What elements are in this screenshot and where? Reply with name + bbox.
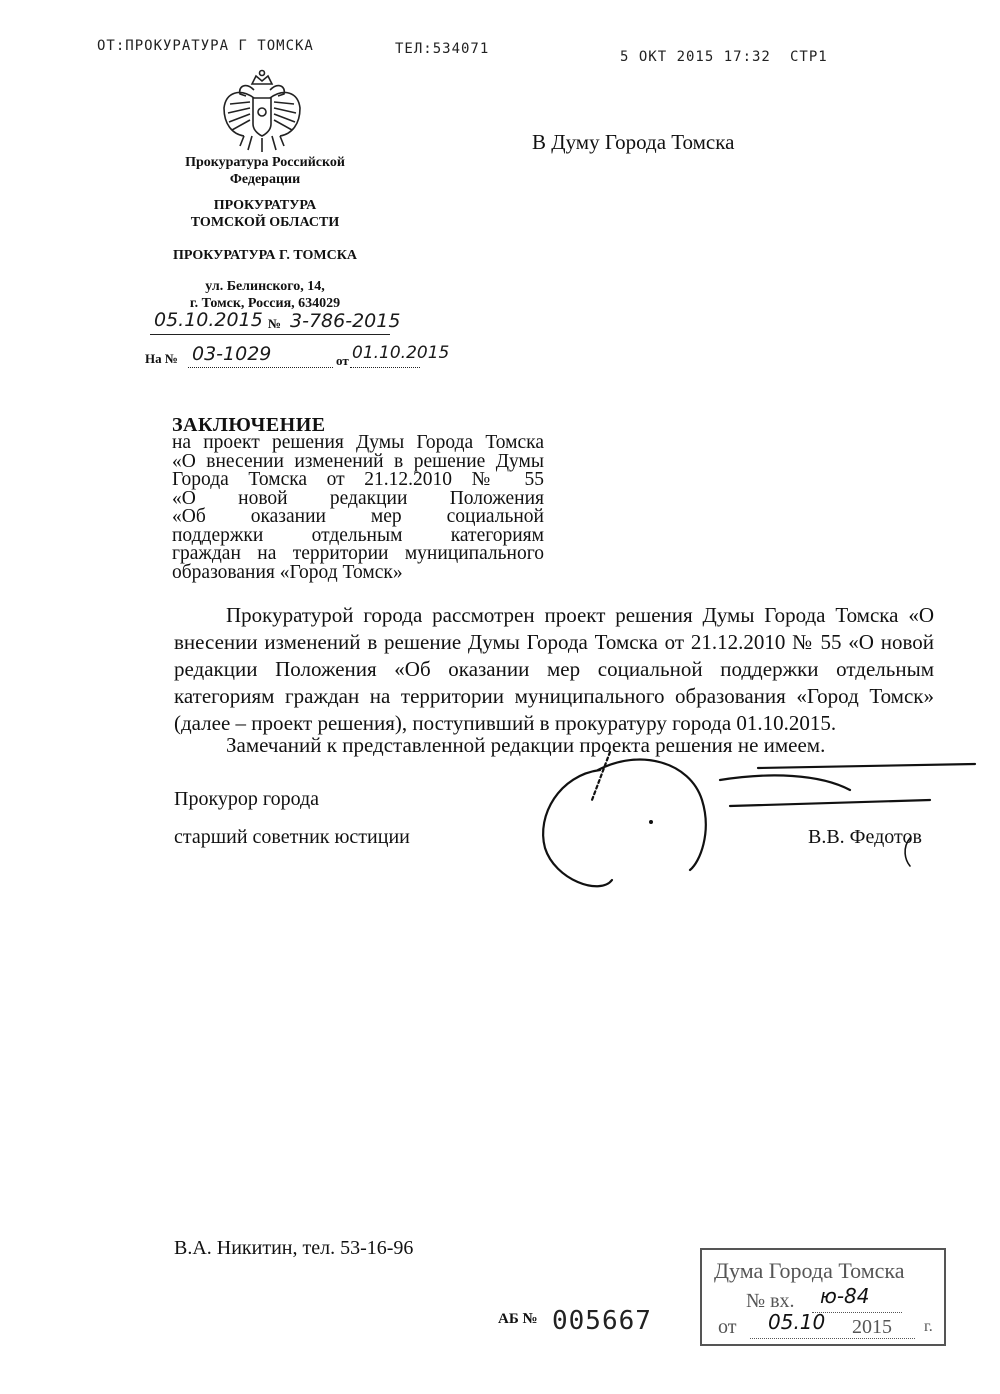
- outgoing-underline: [150, 334, 390, 335]
- document-title: ЗАКЛЮЧЕНИЕ: [172, 414, 326, 436]
- reply-to-label: На №: [145, 351, 178, 366]
- stamp-in-no: ю-84: [820, 1284, 870, 1308]
- stamp-in-no-underline: [812, 1312, 902, 1313]
- signatory-name: В.В. Федотов: [808, 826, 922, 848]
- reply-date-underline: [350, 367, 420, 368]
- reply-date-label: от: [336, 353, 349, 368]
- fax-header-from: ОТ:ПРОКУРАТУРА Г ТОМСКА: [97, 38, 314, 54]
- fax-header-datetime: 5 ОКТ 2015 17:32: [620, 49, 771, 65]
- reply-to-no: 03-1029: [192, 343, 272, 365]
- subject-text: [172, 434, 544, 582]
- body-paragraph-1: Прокуратурой города рассмотрен проект решения Думы Города Томска «О внесении изменений в решение Думы Города Томска от 21.12.2010 № 55 «О новой редакции Положения «Об оказании мер социальной поддержки отдельным категориям граждан на территории муниципального образования «Город Томск» (далее – проект решения), поступивший в прокуратуру города 01.10.2015.: [174, 603, 934, 735]
- outgoing-date: 05.10.2015: [154, 309, 263, 331]
- subject-line: «О новой редакции Положения: [172, 487, 544, 509]
- fax-header-page: СТР1: [790, 49, 828, 65]
- subject-line: на проект решения Думы Города Томска: [172, 432, 544, 453]
- stamp-date: 05.10: [768, 1310, 826, 1334]
- recipient: В Думу Города Томска: [532, 130, 735, 154]
- body-paragraph-2: Замечаний к представленной редакции проекта решения не имеем.: [226, 733, 826, 757]
- sender-org-line1: Прокуратура Российской: [185, 155, 345, 170]
- sender-address: [160, 278, 370, 312]
- subject-line: поддержки отдельным категориям: [172, 524, 544, 546]
- form-number-label: АБ №: [498, 1311, 538, 1327]
- subject-line: «Об оказании мер социальной: [172, 506, 544, 527]
- outgoing-no-label: №: [268, 316, 282, 331]
- subject-line: образования «Город Томск»: [172, 561, 403, 583]
- reply-to-underline: [188, 367, 333, 368]
- reply-date: 01.10.2015: [352, 343, 450, 363]
- subject-line: граждан на территории муниципального: [172, 543, 544, 564]
- sender-dept-line1: ПРОКУРАТУРА: [213, 198, 317, 213]
- stamp-date-label: от: [718, 1316, 737, 1338]
- signatory-position-1: Прокурор города: [174, 788, 320, 810]
- subject-line: Города Томска от 21.12.2010 № 55: [172, 469, 544, 490]
- sender-address-line1: ул. Белинского, 14,: [205, 279, 325, 294]
- signatory-position-2: старший советник юстиции: [174, 826, 410, 848]
- outgoing-no: 3-786-2015: [290, 310, 401, 332]
- stamp-date-underline: [750, 1338, 915, 1339]
- sender-dept: [160, 197, 370, 231]
- sender-org-line2: Федерации: [229, 172, 301, 187]
- subject-line: «О внесении изменений в решение Думы: [172, 450, 544, 472]
- stamp-org: Дума Города Томска: [714, 1258, 905, 1283]
- incoming-stamp: [700, 1248, 946, 1346]
- stamp-year-suffix: г.: [924, 1318, 933, 1335]
- sender-dept-line2: ТОМСКОЙ ОБЛАСТИ: [190, 215, 340, 230]
- fax-header-phone: ТЕЛ:534071: [395, 41, 490, 57]
- executor-contact: В.А. Никитин, тел. 53-16-96: [174, 1237, 414, 1259]
- sender-address-line2: г. Томск, Россия, 634029: [189, 296, 341, 311]
- sender-org: [160, 154, 370, 188]
- form-number-value: 005667: [552, 1306, 652, 1336]
- stamp-in-no-label: № вх.: [746, 1290, 795, 1312]
- stamp-year: 2015: [852, 1316, 892, 1338]
- sender-office: ПРОКУРАТУРА Г. ТОМСКА: [173, 248, 357, 263]
